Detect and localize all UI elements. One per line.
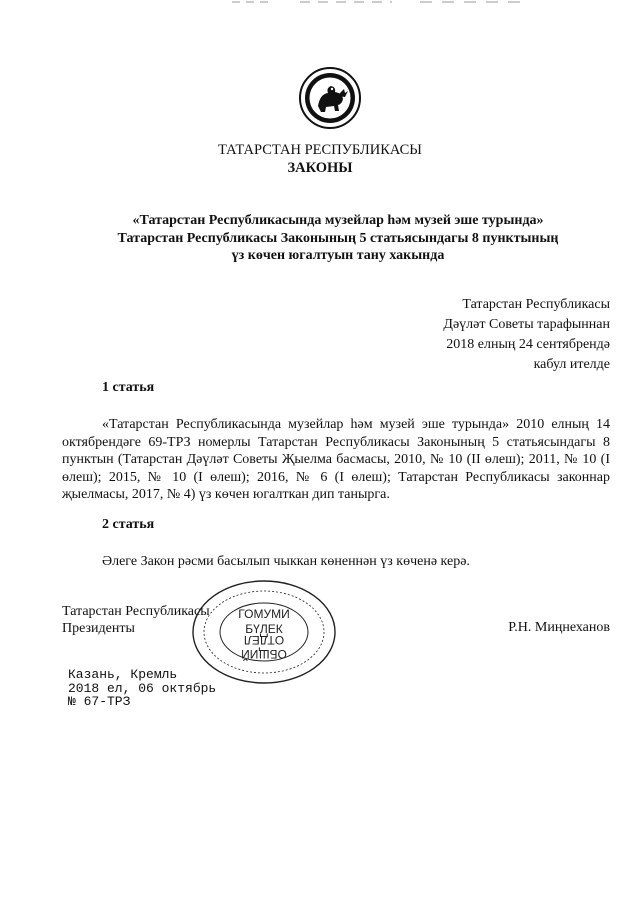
article-2-text: Әлеге Закон рәсми басылып чыккан көненнән үз көченә керә. (102, 554, 470, 569)
law-label: ЗАКОНЫ (287, 160, 353, 176)
scan-top-edge (0, 0, 640, 6)
title-line: Татарстан Республикасы Законының 5 статьясындагы 8 пунктының (117, 230, 559, 246)
article-1-heading: 1 статья (102, 380, 155, 395)
president-title-line: Татарстан Республикасы (62, 604, 210, 619)
law-number: № 67-ТРЗ (68, 694, 131, 709)
law-title (0, 212, 640, 265)
coat-of-arms-emblem (298, 66, 362, 130)
article-2-heading: 2 статья (102, 517, 155, 532)
stamp-line-3: ОТДЕЛ (243, 633, 285, 647)
title-line: үз көчен югалтуын тану хакында (231, 248, 445, 263)
adoption-line: Татарстан Республикасы (462, 297, 610, 312)
adoption-line: 2018 елның 24 сентябрендә (446, 337, 610, 352)
place-date: 2018 ел, 06 октябрь (68, 680, 217, 696)
adoption-line: Дәүләт Советы тарафыннан (443, 317, 610, 332)
adoption-line: кабул ителде (533, 357, 610, 372)
adoption-note (443, 295, 610, 375)
president-title (62, 603, 210, 637)
place-date-number (68, 668, 216, 709)
place-city: Казань, Кремль (68, 667, 178, 682)
president-title-line: Президенты (62, 621, 135, 636)
article-1-text: «Татарстан Республикасында музейлар һәм музей эше турында» 2010 елның 14 октябрендәге 69-ТРЗ номерлы Татарстан Республикасы Законының 5 статьясындагы 8 пунктын (Татарстан Дәүләт Советы Җыелма басмасы, 2010, № 10 (II өлеш); 2011, № 10 (I өлеш); 2015, № 10 (I өлеш); 2016, № 6 (I өлеш); Татарстан Республикасы законнар җыелмасы, 2017, № 4) үз көчен югалткан дип танырга. (62, 417, 610, 502)
signer-name: Р.Н. Миңнеханов (508, 620, 610, 635)
title-line: «Татарстан Республикасында музейлар һәм музей эше турында» (132, 213, 544, 228)
stamp-line-1: ГОМУМИ (238, 607, 290, 621)
stamp-line-4: ОБЩИЙ (241, 647, 287, 661)
republic-name: ТАТАРСТАН РЕСПУБЛИКАСЫ (218, 142, 422, 158)
stamp-line-2: БҮЛЕК (245, 622, 283, 636)
